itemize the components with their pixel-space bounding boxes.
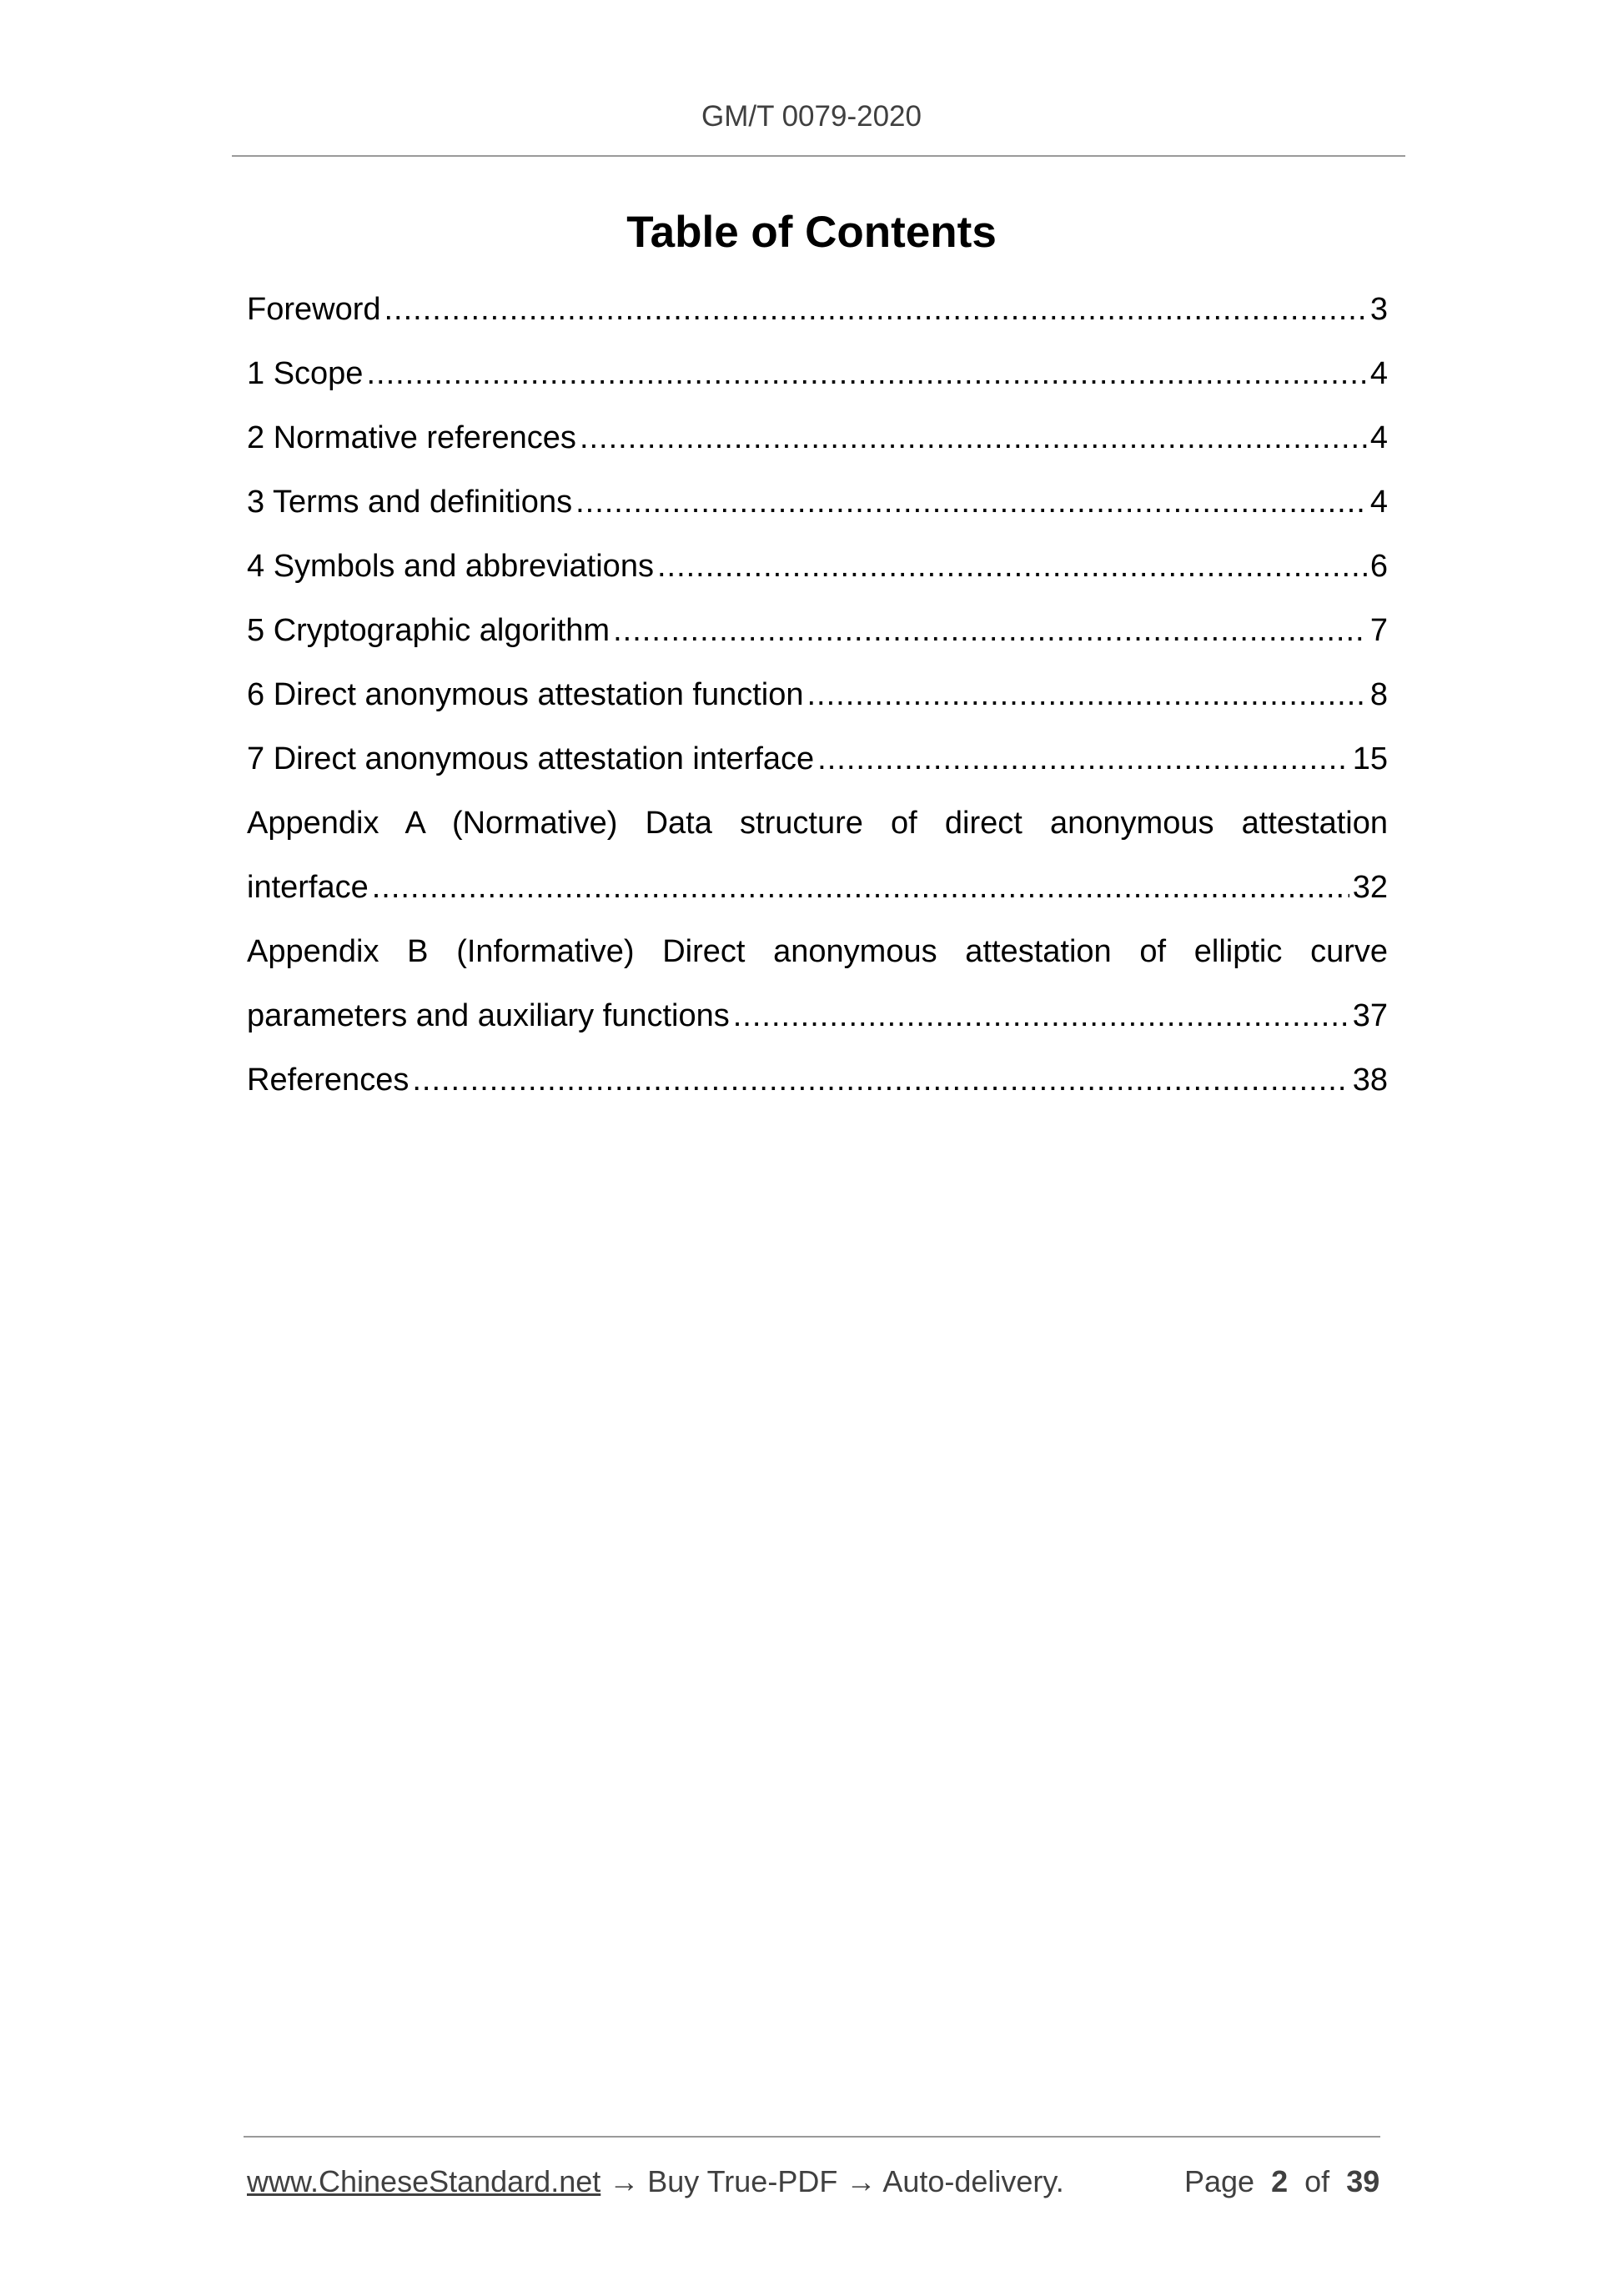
toc-entry-page: 7	[1369, 613, 1388, 648]
toc-entry-label-line1: Appendix B (Informative) Direct anonymous attestation of elliptic curve	[247, 934, 1388, 969]
toc-entry-references[interactable]	[247, 1048, 1388, 1113]
toc-entry-label: 1 Scope	[247, 356, 364, 391]
toc-entry-page: 32	[1352, 870, 1388, 905]
toc-entry-foreword[interactable]	[247, 278, 1388, 342]
of-word: of	[1304, 2164, 1330, 2198]
toc-entry-label: 5 Cryptographic algorithm	[247, 613, 611, 648]
toc-leader-dots	[657, 535, 1367, 599]
toc-leader-dots	[575, 470, 1367, 535]
total-page-number: 39	[1346, 2164, 1380, 2198]
toc-entry-label: Foreword	[247, 292, 381, 327]
toc-leader-dots	[580, 406, 1367, 470]
document-code: GM/T 0079-2020	[701, 100, 922, 133]
toc-entry-page: 6	[1369, 549, 1388, 584]
toc-entry-label: 4 Symbols and abbreviations	[247, 549, 654, 584]
toc-entry-page: 4	[1369, 485, 1388, 520]
toc-entry-daa-interface[interactable]	[247, 727, 1388, 791]
toc-entry-daa-function[interactable]	[247, 663, 1388, 727]
table-of-contents	[247, 278, 1388, 1113]
toc-entry-page: 37	[1352, 998, 1388, 1033]
toc-entry-terms-and-definitions[interactable]	[247, 470, 1388, 535]
toc-entry-label: 3 Terms and definitions	[247, 485, 573, 520]
toc-entry-page: 4	[1369, 420, 1388, 455]
toc-leader-dots	[613, 599, 1367, 663]
toc-entry-label: 2 Normative references	[247, 420, 576, 455]
toc-entry-page: 38	[1352, 1063, 1388, 1098]
toc-leader-dots	[807, 663, 1367, 727]
current-page-number: 2	[1271, 2164, 1289, 2198]
toc-entry-label: interface	[247, 870, 369, 905]
toc-entry-cryptographic-algorithm[interactable]	[247, 599, 1388, 663]
toc-entry-label: parameters and auxiliary functions	[247, 998, 730, 1033]
toc-entry-page: 3	[1369, 292, 1388, 327]
page-word: Page	[1184, 2164, 1255, 2198]
toc-entry-page: 15	[1352, 741, 1388, 776]
toc-entry-label: References	[247, 1063, 410, 1098]
toc-leader-dots	[372, 856, 1349, 920]
website-link[interactable]: www.ChineseStandard.net	[247, 2164, 601, 2198]
header-divider	[232, 155, 1405, 157]
footer-promo-text: → Buy True-PDF → Auto-delivery.	[600, 2164, 1064, 2198]
toc-entry-page: 8	[1369, 677, 1388, 712]
toc-title: Table of Contents	[626, 208, 997, 257]
toc-entry-appendix-b[interactable]	[247, 920, 1388, 1048]
toc-entry-symbols-and-abbreviations[interactable]	[247, 535, 1388, 599]
toc-entry-normative-references[interactable]	[247, 406, 1388, 470]
toc-leader-dots	[817, 727, 1349, 791]
toc-entry-label-line1: Appendix A (Normative) Data structure of direct anonymous attestation	[247, 806, 1388, 841]
page-number	[1184, 2161, 1379, 2203]
toc-entry-appendix-a[interactable]	[247, 791, 1388, 920]
toc-leader-dots	[366, 342, 1366, 406]
footer-promo	[247, 2161, 1064, 2203]
toc-entry-scope[interactable]	[247, 342, 1388, 406]
toc-entry-label: 7 Direct anonymous attestation interface	[247, 741, 815, 776]
toc-entry-label: 6 Direct anonymous attestation function	[247, 677, 804, 712]
footer-divider	[244, 2136, 1380, 2138]
toc-leader-dots	[412, 1048, 1349, 1113]
toc-entry-page: 4	[1369, 356, 1388, 391]
toc-leader-dots	[384, 278, 1367, 342]
toc-leader-dots	[733, 984, 1349, 1048]
